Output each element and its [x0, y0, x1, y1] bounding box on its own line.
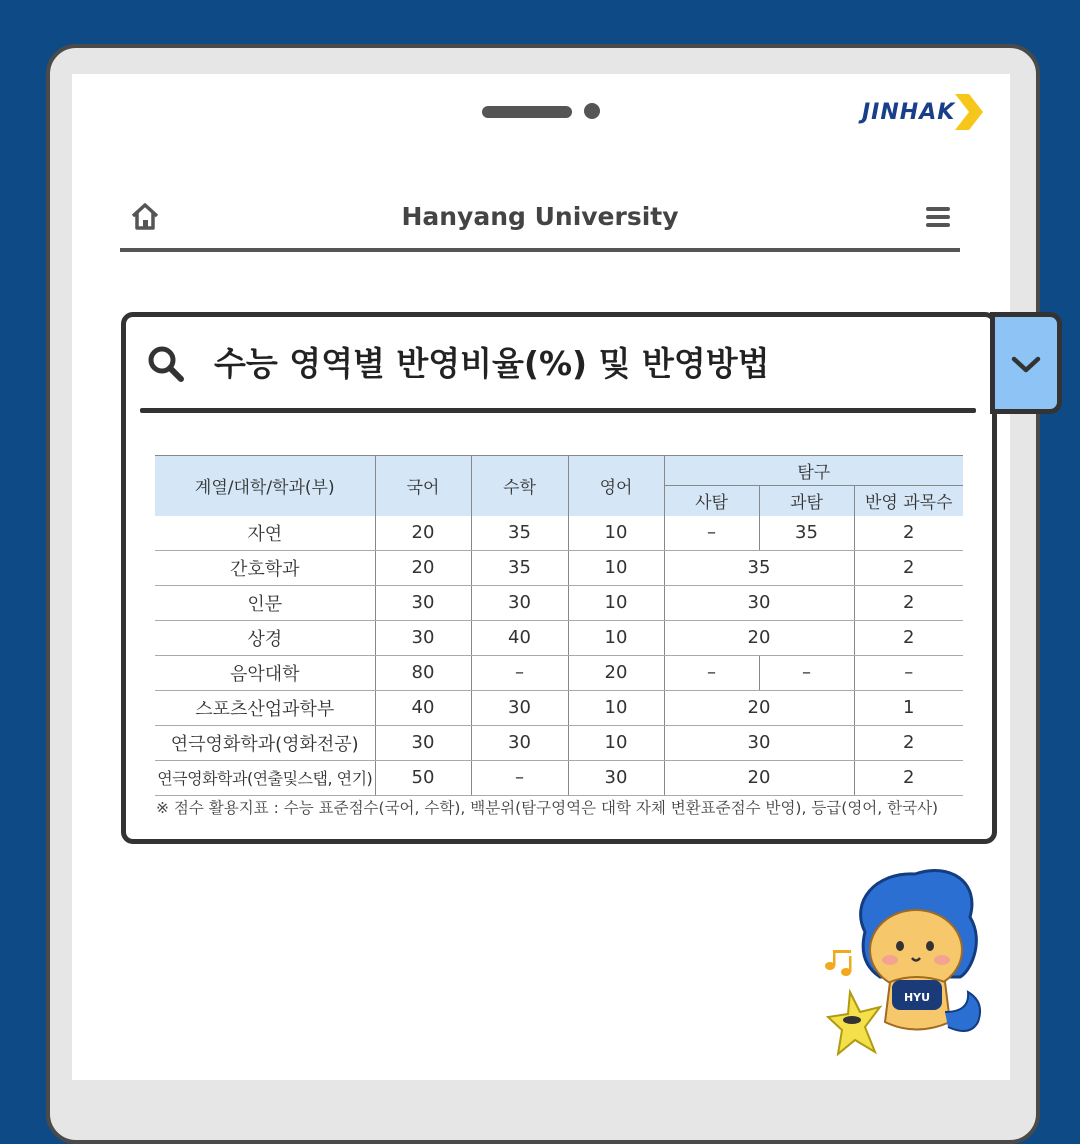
page-title: Hanyang University [401, 202, 679, 231]
cell-korean: 80 [375, 655, 471, 690]
cell-subjects: 2 [854, 585, 963, 620]
nav-bar [120, 190, 960, 252]
speaker-grille [482, 106, 572, 118]
header-subjects: 반영 과목수 [854, 486, 963, 516]
cell-inquiry: 20 [664, 690, 854, 725]
header-science: 과탐 [759, 486, 854, 516]
cell-math: 30 [471, 585, 568, 620]
cell-english: 10 [568, 690, 664, 725]
cell-korean: 30 [375, 725, 471, 760]
panel-title: 수능 영역별 반영비율(%) 및 반영방법 [214, 344, 770, 383]
cell-science: – [759, 655, 854, 690]
cell-korean: 20 [375, 516, 471, 551]
cell-inquiry: 20 [664, 620, 854, 655]
cell-science: 35 [759, 516, 854, 551]
row-name: 간호학과 [155, 550, 375, 585]
cell-math: 35 [471, 550, 568, 585]
cell-english: 10 [568, 550, 664, 585]
cell-english: 10 [568, 516, 664, 551]
search-icon [146, 344, 186, 384]
cell-math: 30 [471, 690, 568, 725]
cell-inquiry: 20 [664, 760, 854, 795]
cell-math: 35 [471, 516, 568, 551]
table-row [155, 585, 963, 620]
cell-inquiry: 30 [664, 585, 854, 620]
music-note-icon [825, 950, 852, 976]
cell-korean: 40 [375, 690, 471, 725]
row-name: 상경 [155, 620, 375, 655]
row-name: 인문 [155, 585, 375, 620]
header-english: 영어 [568, 456, 664, 516]
cell-social: – [664, 655, 759, 690]
cell-subjects: 2 [854, 620, 963, 655]
row-name: 자연 [155, 516, 375, 551]
cell-english: 10 [568, 725, 664, 760]
panel-divider [140, 408, 976, 413]
chevron-down-icon [1009, 353, 1043, 377]
dropdown-button[interactable] [990, 312, 1062, 414]
header-math: 수학 [471, 456, 568, 516]
hamburger-menu-icon[interactable] [924, 204, 952, 230]
row-name: 연극영화학과(연출및스탭, 연기) [155, 760, 375, 795]
cell-korean: 30 [375, 620, 471, 655]
logo-text: JINHAK [862, 99, 956, 125]
header-social: 사탐 [664, 486, 759, 516]
table-row [155, 690, 963, 725]
cell-subjects: 2 [854, 550, 963, 585]
table-row [155, 725, 963, 760]
table-row [155, 760, 963, 795]
cell-social: – [664, 516, 759, 551]
cell-inquiry: 35 [664, 550, 854, 585]
cell-korean: 30 [375, 585, 471, 620]
cell-math: – [471, 655, 568, 690]
cell-subjects: 2 [854, 760, 963, 795]
row-name: 스포츠산업과학부 [155, 690, 375, 725]
header-inquiry: 탐구 [664, 456, 963, 486]
header-dept: 계열/대학/학과(부) [155, 456, 375, 516]
score-footnote: ※ 점수 활용지표 : 수능 표준점수(국어, 수학), 백분위(탐구영역은 대학 자체 변환표준점수 반영), 등급(영어, 한국사) [156, 799, 939, 817]
cell-korean: 20 [375, 550, 471, 585]
lion-mascot-illustration [820, 862, 1000, 1062]
cell-inquiry: 30 [664, 725, 854, 760]
cell-subjects: – [854, 655, 963, 690]
logo-arrow-icon [951, 92, 985, 132]
cell-subjects: 1 [854, 690, 963, 725]
cell-subjects: 2 [854, 516, 963, 551]
table-row [155, 620, 963, 655]
cell-subjects: 2 [854, 725, 963, 760]
cell-korean: 50 [375, 760, 471, 795]
row-name: 연극영화학과(영화전공) [155, 725, 375, 760]
cell-math: 30 [471, 725, 568, 760]
table-row [155, 655, 963, 690]
row-name: 음악대학 [155, 655, 375, 690]
mascot-shirt-text: HYU [903, 991, 931, 1004]
cell-english: 20 [568, 655, 664, 690]
score-ratio-table [155, 455, 963, 796]
cell-math: – [471, 760, 568, 795]
cell-english: 10 [568, 620, 664, 655]
table-row [155, 516, 963, 551]
table-row [155, 550, 963, 585]
cell-english: 30 [568, 760, 664, 795]
cell-english: 10 [568, 585, 664, 620]
jinhak-logo [862, 92, 1002, 132]
cell-math: 40 [471, 620, 568, 655]
header-korean: 국어 [375, 456, 471, 516]
camera-dot [584, 103, 600, 119]
